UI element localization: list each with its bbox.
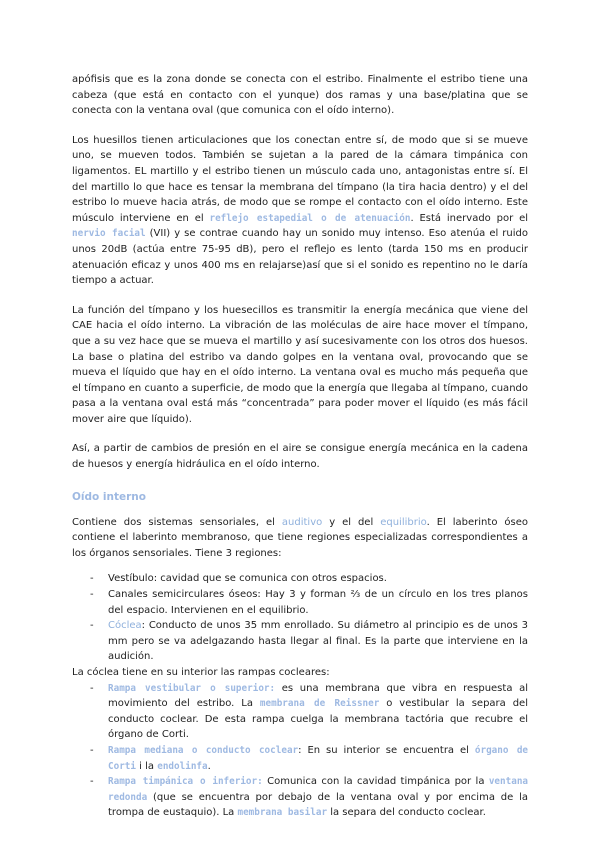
paragraph-funcion-timpano: La función del tímpano y los huesecillos es transmitir la energía mecánica que viene del CAE hacia el oído interno. La vibración de las moléculas de aire hace mover el tímpano, que a su vez hace que se mueva el martillo y así sucesivamente con los otros dos huesos. La base o platina del estribo va dando golpes en la ventana oval, provocando que se mueva el líquido que hay en el oído interno. La ventana oval es mucho más pequeña que el tímpano en cuanto a superficie, de modo que la energía que llegaba al tímpano, cuando pasa a la ventana oval está más “concentrada” para poder mover el líquido (es más fácil mover aire que líquido). <box>72 304 528 425</box>
paragraph-oido-interno <box>72 515 528 562</box>
paragraph-estribo: apófisis que es la zona donde se conecta con el estribo. Finalmente el estribo tiene una cabeza (que está en contacto con el yunque) dos ramas y una base/platina que se conecta con la ventana oval (que comunica con el oído interno). <box>72 74 528 117</box>
term-membrana-basilar: membrana basilar <box>237 807 328 819</box>
text-segment: . Está inervado por el <box>410 212 528 224</box>
text-segment: es una membrana que vibra en respuesta al movimiento del estribo. La <box>108 682 528 710</box>
term-auditivo: auditivo <box>281 516 323 528</box>
text-segment: y el del <box>322 516 381 528</box>
term-organo-corti: órgano de Corti <box>108 744 529 772</box>
list-item-rampa-timpanica <box>72 774 528 821</box>
list-item-rampa-vestibular <box>72 681 528 743</box>
term-rampa-mediana: Rampa mediana o conducto coclear <box>108 744 299 756</box>
term-rampa-timpanica: Rampa timpánica o inferior: <box>108 776 263 788</box>
text-segment: o vestibular la separa del conducto coclear. De esta rampa cuelga la membrana tactória que recubre el órgano de Corti. <box>108 698 528 741</box>
list-item-coclea <box>72 618 528 665</box>
list-dash: - <box>90 620 94 632</box>
term-coclea: Cóclea <box>108 620 142 632</box>
text-segment: la separa del conducto coclear. <box>327 807 486 819</box>
term-nervio-facial: nervio facial <box>72 228 146 240</box>
text-segment: (VII) y se contrae cuando hay un sonido muy intenso. Eso atenúa el ruido unos 20dB (actúa entre 75-95 dB), pero el reflejo es lento (tarda 150 ms en producir atenuación eficaz y unos 400 ms en relajarse)así que si el sonido es repentino no le daría tiempo a actuar. <box>72 228 528 287</box>
list-item-vestibulo <box>72 571 528 587</box>
list-dash: - <box>90 589 94 601</box>
list-dash: - <box>90 573 94 585</box>
paragraph-rampas-intro: La cóclea tiene en su interior las rampas cocleares: <box>72 667 330 678</box>
list-item-rampa-mediana <box>72 743 528 774</box>
section-heading-oido-interno: Oído interno <box>72 490 146 503</box>
text-segment: Comunica con la cavidad timpánica por la <box>262 776 489 788</box>
list-dash: - <box>90 744 94 756</box>
term-membrana-reissner: membrana de Reissner <box>259 698 380 710</box>
regions-list <box>72 571 528 665</box>
term-equilibrio: equilibrio <box>380 516 427 528</box>
list-item-text: Vestíbulo: cavidad que se comunica con otros espacios. <box>108 573 387 585</box>
text-segment: i la <box>136 760 158 772</box>
rampas-list <box>72 681 528 821</box>
list-item-canales <box>72 587 528 618</box>
text-segment: (que se encuentra por debajo de la ventana oval y por encima de la trompa de eustaquio). La <box>108 791 528 819</box>
paragraph-huesillos <box>72 133 528 289</box>
list-item-text: : Conducto de unos 35 mm enrollado. Su diámetro al principio es de unos 3 mm pero se va adelgazando hasta llegar al final. Es la parte que interviene en la audición. <box>108 620 528 663</box>
term-ventana-redonda: ventana redonda <box>108 776 529 803</box>
text-segment: Contiene dos sistemas sensoriales, el <box>72 516 282 528</box>
term-reflejo-estapedial: reflejo estapedial o de atenuación <box>209 212 411 224</box>
list-dash: - <box>90 682 94 694</box>
text-segment: . El laberinto óseo contiene el laberinto membranoso, que tiene regiones especializadas correspondientes a los órganos sensoriales. Tiene 3 regiones: <box>72 516 528 559</box>
term-endolinfa: endolinfa <box>157 760 208 772</box>
page-content <box>72 72 528 821</box>
list-dash: - <box>90 776 94 788</box>
text-segment: Los huesillos tienen articulaciones que los conectan entre sí, de modo que si se mueve uno, se mueven todos. También se sujetan a la pared de la cámara timpánica con ligamentos. EL martillo y el estribo tienen un músculo cada uno, antagonistas entre sí. El del martillo lo que hace es tensar la membrana del tímpano (la tira hacia dentro) y el del estribo lo mueve hacia atrás, de modo que se rompe el contacto con el oído interno. Este músculo interviene en el <box>72 134 528 224</box>
text-segment: . <box>207 760 211 772</box>
list-item-text: Canales semicirculares óseos: Hay 3 y forman ⅔ de un círculo en los tres planos del espacio. Intervienen en el equilibrio. <box>108 589 528 616</box>
paragraph-conclusion: Así, a partir de cambios de presión en el aire se consigue energía mecánica en la cadena de huesos y energía hidráulica en el oído interno. <box>72 443 528 471</box>
text-segment: : En su interior se encuentra el <box>298 744 475 756</box>
term-rampa-vestibular: Rampa vestibular o superior: <box>108 682 276 694</box>
